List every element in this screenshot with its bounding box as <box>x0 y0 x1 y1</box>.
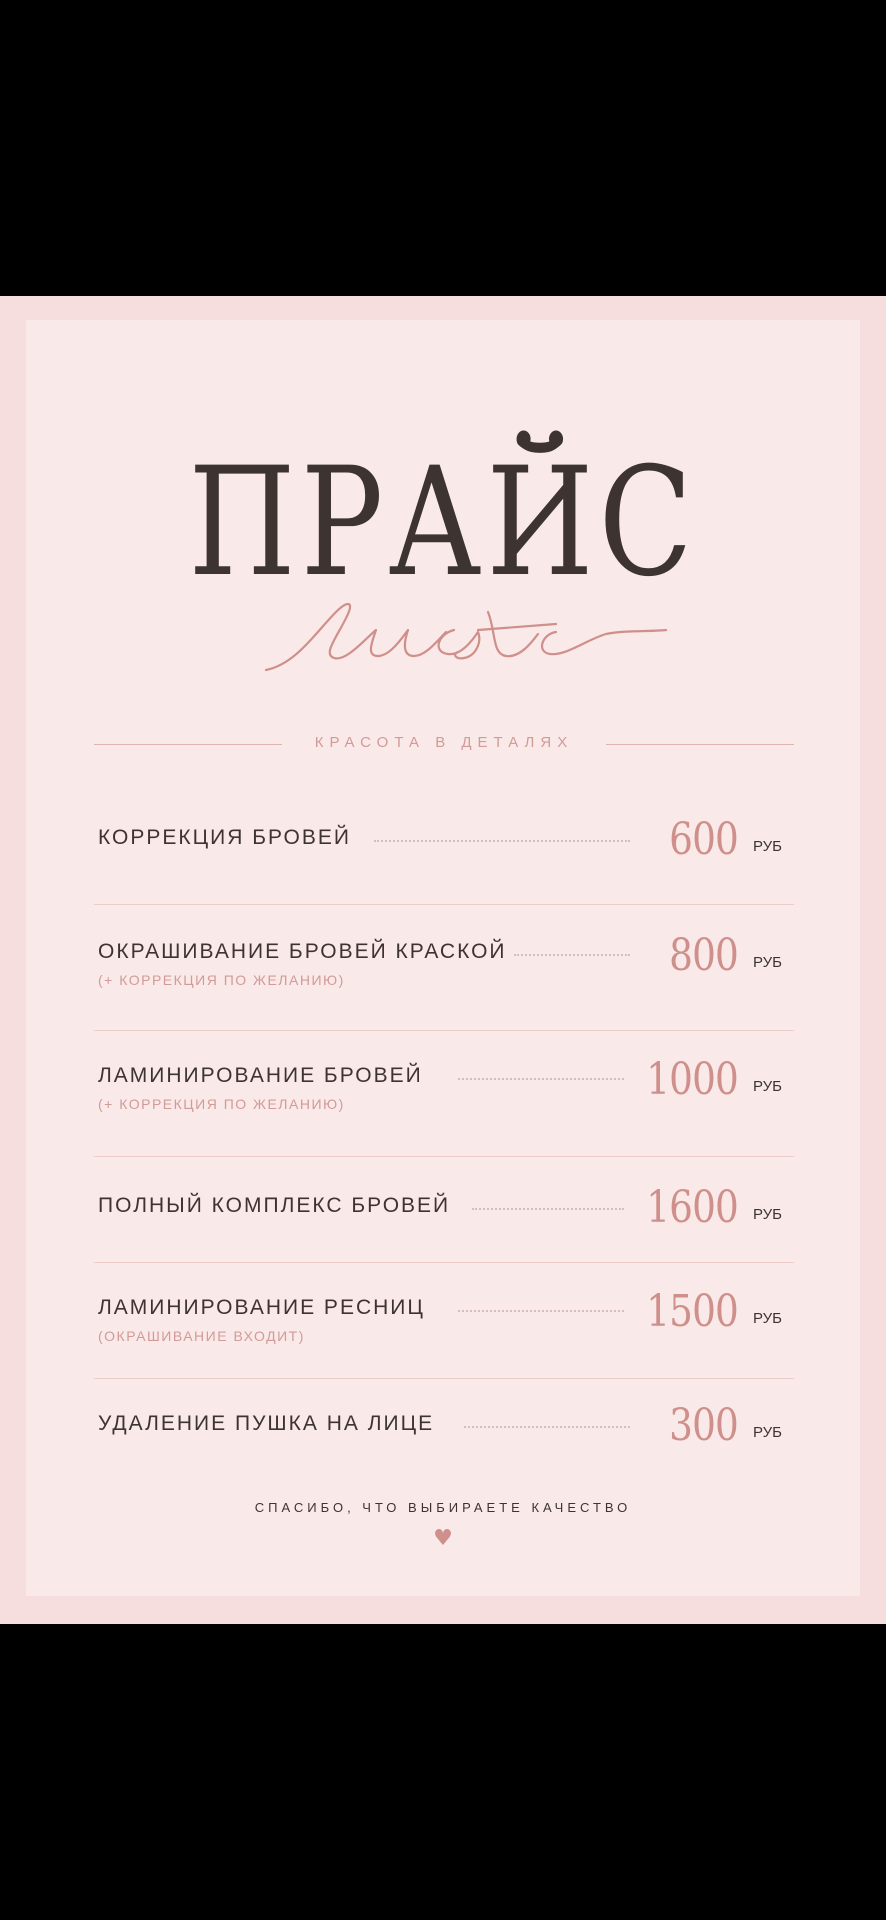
currency-label: РУБ <box>752 1310 782 1327</box>
price-row <box>94 930 794 1010</box>
row-divider <box>94 1262 794 1263</box>
tagline: КРАСОТА В ДЕТАЛЯХ <box>314 734 574 751</box>
price-row <box>94 1286 794 1366</box>
row-divider <box>94 1156 794 1157</box>
service-note: (ОКРАШИВАНИЕ ВХОДИТ) <box>98 1328 305 1344</box>
service-name: ПОЛНЫЙ КОМПЛЕКС БРОВЕЙ <box>98 1194 451 1217</box>
service-name: ЛАМИНИРОВАНИЕ БРОВЕЙ <box>98 1064 423 1087</box>
currency-label: РУБ <box>752 1424 782 1441</box>
service-price: 1000 <box>646 1054 738 1105</box>
price-list-card <box>0 296 886 1624</box>
row-divider <box>94 1030 794 1031</box>
dot-leader <box>374 840 630 842</box>
row-divider <box>94 1378 794 1379</box>
price-row <box>94 1398 794 1458</box>
price-row <box>94 814 794 874</box>
row-divider <box>94 904 794 905</box>
price-row <box>94 1054 794 1134</box>
dot-leader <box>472 1208 624 1210</box>
currency-label: РУБ <box>752 1206 782 1223</box>
page-title: ПРАЙС <box>188 436 698 610</box>
footer-thanks: СПАСИБО, ЧТО ВЫБИРАЕТЕ КАЧЕСТВО <box>254 1500 632 1515</box>
service-price: 300 <box>669 1400 738 1451</box>
tagline-right-line <box>606 744 794 745</box>
service-name: ОКРАШИВАНИЕ БРОВЕЙ КРАСКОЙ <box>98 940 507 963</box>
price-list-inner <box>26 320 860 1596</box>
service-price: 800 <box>669 930 738 981</box>
service-price: 1600 <box>646 1182 738 1233</box>
currency-label: РУБ <box>752 838 782 855</box>
service-price: 600 <box>669 814 738 865</box>
currency-label: РУБ <box>752 954 782 971</box>
dot-leader <box>458 1310 624 1312</box>
script-subtitle <box>226 572 726 682</box>
service-name: ЛАМИНИРОВАНИЕ РЕСНИЦ <box>98 1296 425 1319</box>
service-name: УДАЛЕНИЕ ПУШКА НА ЛИЦЕ <box>98 1412 435 1435</box>
service-price: 1500 <box>646 1286 738 1337</box>
currency-label: РУБ <box>752 1078 782 1095</box>
heart-icon: ♥ <box>433 1526 453 1551</box>
service-note: (+ КОРРЕКЦИЯ ПО ЖЕЛАНИЮ) <box>98 972 345 988</box>
dot-leader <box>514 954 630 956</box>
dot-leader <box>458 1078 624 1080</box>
tagline-row <box>94 734 794 754</box>
service-note: (+ КОРРЕКЦИЯ ПО ЖЕЛАНИЮ) <box>98 1096 345 1112</box>
dot-leader <box>464 1426 630 1428</box>
price-row <box>94 1182 794 1242</box>
service-name: КОРРЕКЦИЯ БРОВЕЙ <box>98 826 351 849</box>
